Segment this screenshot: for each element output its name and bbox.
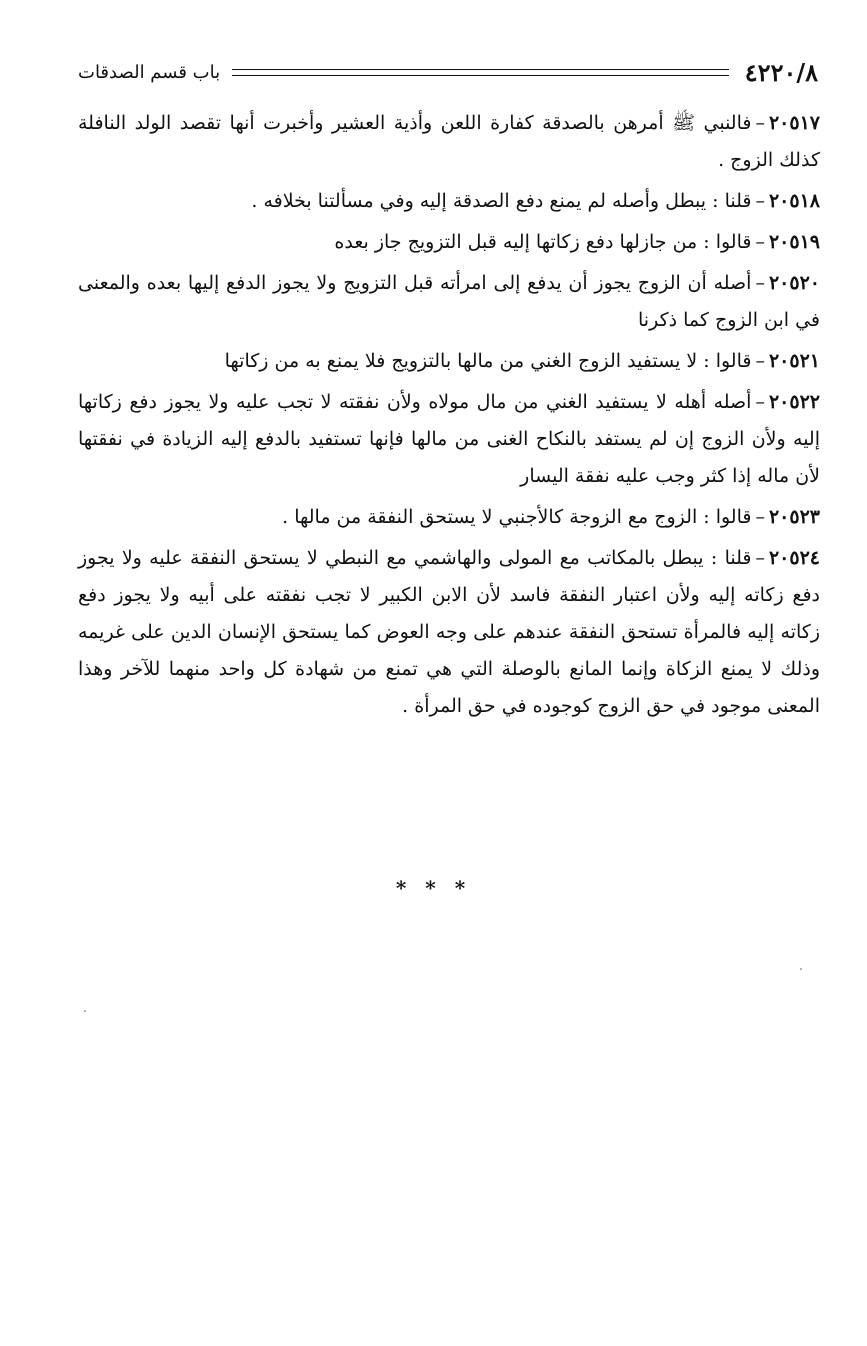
paragraph-text: قالوا : من جازلها دفع زكاتها إليه قبل التزويج جاز بعده (334, 231, 752, 253)
paragraph-text: قالوا : الزوج مع الزوجة كالأجنبي لا يستحق النفقة من مالها . (282, 506, 752, 528)
chapter-title: باب قسم الصدقات (78, 61, 221, 83)
paragraph-number: ٢٠٥١٨ (768, 190, 820, 212)
paragraph-text: فالنبي ﷺ أمرهن بالصدقة كفارة اللعن وأذية العشير وأخبرت أنها تقصد الولد النافلة كذلك الزوج . (78, 112, 820, 171)
paragraph-dash: – (755, 112, 765, 134)
paragraph-number: ٢٠٥٢٣ (768, 506, 820, 528)
scan-speck (800, 968, 802, 970)
paragraph-dash: – (755, 547, 765, 569)
paragraph-20523 (78, 499, 820, 536)
paragraph-text: أصله أن الزوج يجوز أن يدفع إلى امرأته قبل التزويج ولا يجوز الدفع إليها بعده والمعنى في ابن الزوج كما ذكرنا (78, 272, 820, 331)
paragraph-number: ٢٠٥٢٢ (768, 391, 820, 413)
paragraph-number: ٢٠٥٢٠ (768, 272, 820, 294)
header-rule (232, 69, 729, 76)
paragraph-20521 (78, 343, 820, 380)
page-number: ٤٢٢٠/٨ (744, 57, 818, 87)
paragraph-20524 (78, 540, 820, 725)
body-text (78, 105, 820, 729)
paragraph-20520 (78, 265, 820, 339)
paragraph-number: ٢٠٥٢١ (768, 350, 820, 372)
running-header (78, 52, 818, 92)
paragraph-20519 (78, 224, 820, 261)
paragraph-number: ٢٠٥١٧ (768, 112, 820, 134)
paragraph-20517 (78, 105, 820, 179)
section-separator: * * * (395, 876, 472, 900)
paragraph-dash: – (755, 231, 765, 253)
paragraph-20522 (78, 384, 820, 495)
paragraph-text: قلنا : يبطل بالمكاتب مع المولى والهاشمي مع النبطي لا يستحق النفقة عليه ولا يجوز دفع زكاته إليه ولأن اعتبار النفقة فاسد لأن الابن الكبير لا تجب نفقته على أبيه ولا يجوز دفع زكاته إليه فالمرأة تستحق النفقة عندهم على وجه العوض كما يستحق الإنسان الدين على غريمه وذلك لا يمنع الزكاة وإنما المانع بالوصلة التي هي تمنع من شهادة كل واحد منهما للآخر وهذا المعنى موجود في حق الزوج كوجوده في حق المرأة . (78, 547, 820, 717)
paragraph-text: قلنا : يبطل وأصله لم يمنع دفع الصدقة إليه وفي مسألتنا بخلافه . (251, 190, 752, 212)
paragraph-dash: – (755, 350, 765, 372)
scan-speck (84, 1010, 86, 1012)
paragraph-dash: – (755, 272, 765, 294)
paragraph-number: ٢٠٥١٩ (768, 231, 820, 253)
paragraph-number: ٢٠٥٢٤ (768, 547, 820, 569)
paragraph-20518 (78, 183, 820, 220)
paragraph-dash: – (755, 391, 765, 413)
paragraph-dash: – (755, 506, 765, 528)
paragraph-dash: – (755, 190, 765, 212)
paragraph-text: قالوا : لا يستفيد الزوج الغني من مالها بالتزويج فلا يمنع به من زكاتها (224, 350, 752, 372)
paragraph-text: أصله أهله لا يستفيد الغني من مال مولاه ولأن نفقته لا تجب عليه ولا يجوز دفع زكاتها إليه ولأن الزوج إن لم يستفد بالنكاح الغنى من مالها فإنها تستفيد بالدفع إليه الزيادة في نفقتها لأن ماله إذا كثر وجب عليه نفقة اليسار (78, 391, 820, 487)
